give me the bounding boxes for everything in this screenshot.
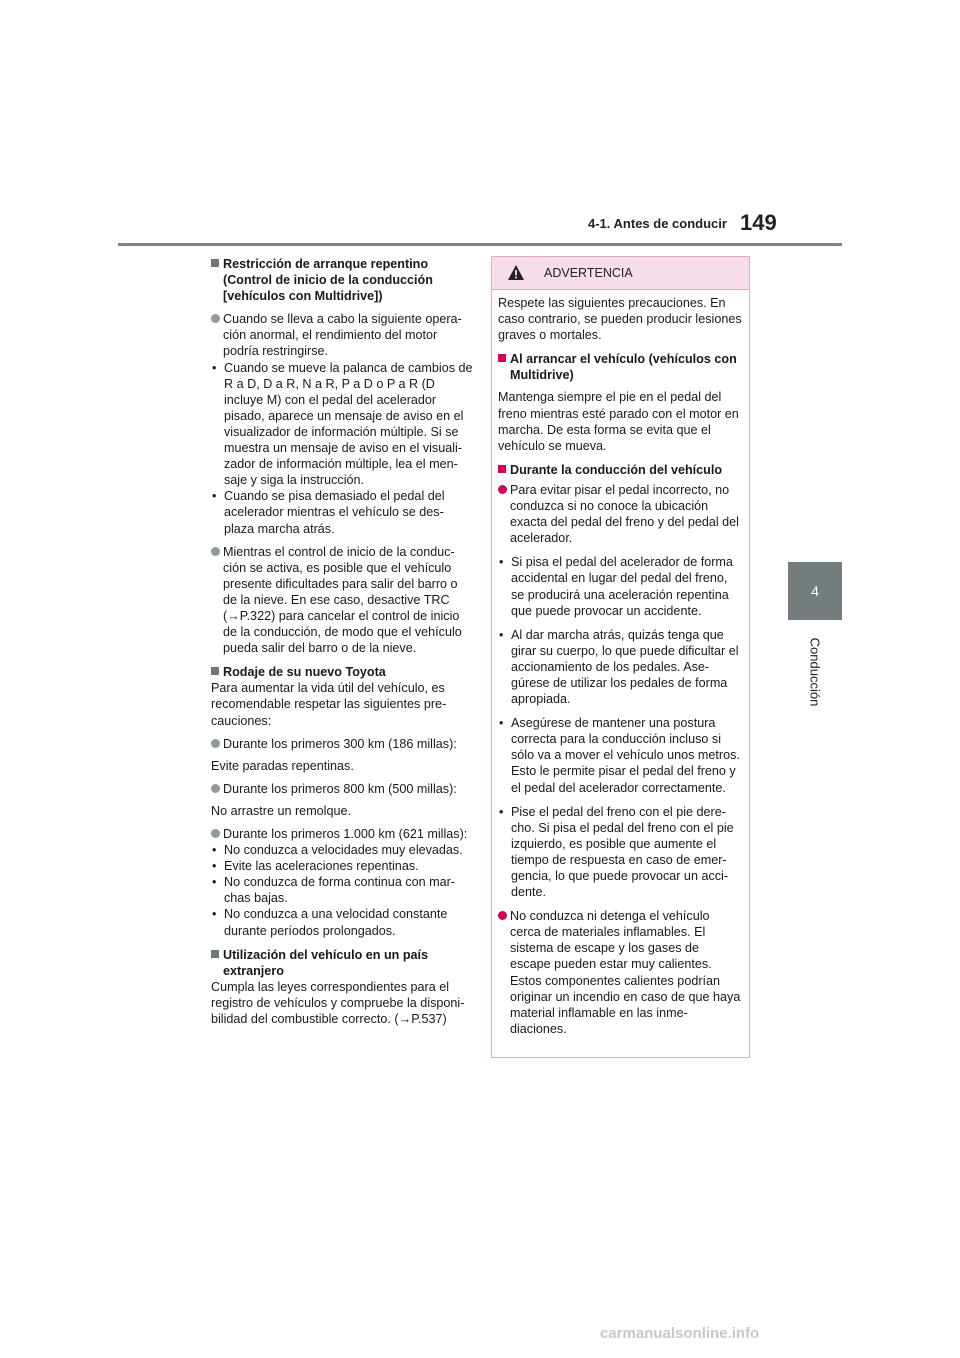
heading-text: Durante la conducción del vehículo <box>510 462 723 477</box>
warning-body <box>492 290 749 1037</box>
dash-item: • Asegúrese de mantener una postura correcta para la conducción incluso si sólo va a mover el vehículo unos metros. Esto le permite pisar el pedal del freno y el pedal del acelerador correctamente. <box>499 716 740 795</box>
dash-item: • Pise el pedal del freno con el pie dere- cho. Si pisa el pedal del freno con el pie izquierdo, es posible que aumente el tiempo de respuesta en caso de emer- gencia, lo que puede provocar un acci- dente. <box>499 804 734 900</box>
page-number: 149 <box>740 210 777 235</box>
paragraph: No arrastre un remolque. <box>211 803 351 818</box>
heading-text: Al arrancar el vehículo (vehículos con Multidrive) <box>510 352 737 383</box>
bullet-text: Mientras el control de inicio de la conduc- ción se activa, es posible que el vehículo presente dificultades para salir del barro o de la nieve. En ese caso, desactive TRC (→P.322) para cancelar el control de inicio de la conducción, de modo que el vehículo pueda salir del barro o de la nieve. <box>223 544 462 656</box>
dash-text: Si pisa el pedal del acelerador de forma accidental en lugar del pedal del freno, se producirá una aceleración repentina que puede provocar un accidente. <box>511 555 733 618</box>
bullet-text: Para evitar pisar el pedal incorrecto, no conduzca si no conoce la ubicación exacta del pedal del freno y del pedal del acelerador. <box>510 482 739 546</box>
chapter-label: Conducción <box>807 637 823 707</box>
circle-bullet-icon <box>211 784 220 793</box>
warning-heading-conduccion <box>498 462 743 478</box>
dash-text: Evite las aceleraciones repentinas. <box>224 859 419 874</box>
bullet-text: Durante los primeros 300 km (186 millas): <box>223 736 457 751</box>
dash-item: • Evite las aceleraciones repentinas. <box>212 859 419 874</box>
heading-rodaje <box>211 664 473 680</box>
circle-bullet-icon <box>498 485 507 494</box>
circle-bullet-icon <box>211 547 220 556</box>
warning-heading-arrancar <box>498 351 743 383</box>
bullet-item <box>211 826 473 842</box>
bullet-text: No conduzca ni detenga el vehículo cerca de materiales inflamables. El sistema de escape y los gases de escape pueden estar muy calientes. Estos componentes calientes podrían originar un incendio en caso de que haya material inflamable en las inme- diaciones. <box>510 909 741 1036</box>
dash-text: No conduzca a una velocidad constante durante períodos prolongados. <box>224 907 448 938</box>
paragraph: Mantenga siempre el pie en el pedal del freno mientras esté parado con el motor en marcha. De esta forma se evita que el vehículo se mueva. <box>498 390 739 453</box>
paragraph: Cumpla las leyes correspondientes para el registro de vehículos y compruebe la disponi- bilidad del combustible correcto. (→P.537) <box>211 979 465 1027</box>
warning-box <box>491 256 750 1058</box>
heading-text: Restricción de arranque repentino (Control de inicio de la conducción [vehículos con Multidrive]) <box>223 257 433 304</box>
circle-bullet-icon <box>498 911 507 920</box>
circle-bullet-icon <box>211 829 220 838</box>
heading-restriccion <box>211 256 473 304</box>
circle-bullet-icon <box>211 314 220 323</box>
chapter-side-label <box>788 632 842 712</box>
section-title: 4-1. Antes de conducir <box>588 216 727 231</box>
heading-extranjero <box>211 947 473 979</box>
bullet-item <box>211 544 473 657</box>
bullet-item <box>211 736 473 752</box>
dash-text: Cuando se mueve la palanca de cambios de R a D, D a R, N a R, P a D o P a R (D incluye M) con el pedal del acelerador pisado, aparece un mensaje de aviso en el visualizador de información múltiple. Si se muestra un mensaje de aviso en el visuali- zador de información múltiple, lea el men- saje y siga la instrucción. <box>224 360 473 488</box>
bullet-text: Durante los primeros 800 km (500 millas): <box>223 781 457 796</box>
dash-item: • Al dar marcha atrás, quizás tenga que girar su cuerpo, lo que puede dificultar el accionamiento de los pedales. Ase- gúrese de utilizar los pedales de forma apropiada. <box>499 627 739 707</box>
square-bullet-icon <box>498 465 506 473</box>
bullet-item <box>498 908 743 1037</box>
dash-text: Cuando se pisa demasiado el pedal del acelerador mientras el vehículo se des- plaza marcha atrás. <box>224 489 445 536</box>
warning-header <box>492 257 749 290</box>
circle-bullet-icon <box>211 739 220 748</box>
dash-item: • No conduzca a velocidades muy elevadas. <box>212 843 463 858</box>
bullet-text: Durante los primeros 1.000 km (621 millas): <box>223 827 468 841</box>
square-bullet-icon <box>498 354 506 362</box>
warning-intro: Respete las siguientes precauciones. En caso contrario, se pueden producir lesiones graves o mortales. <box>498 296 742 343</box>
dash-text: Asegúrese de mantener una postura correcta para la conducción incluso si sólo va a mover el vehículo unos metros. Esto le permite pisar el pedal del freno y el pedal del acelerador correctamente. <box>511 716 740 795</box>
dash-item: • No conduzca de forma continua con mar- chas bajas. <box>212 875 456 906</box>
dash-text: No conduzca a velocidades muy elevadas. <box>224 843 463 858</box>
square-bullet-icon <box>211 259 219 267</box>
bullet-item <box>211 311 473 359</box>
warning-triangle-icon <box>507 264 525 282</box>
paragraph: Evite paradas repentinas. <box>211 758 354 773</box>
heading-text: Utilización del vehículo en un país extranjero <box>223 947 429 978</box>
paragraph: Para aumentar la vida útil del vehículo, es recomendable respetar las siguientes pre- cauciones: <box>211 681 447 728</box>
dash-item: • No conduzca a una velocidad constante durante períodos prolongados. <box>212 907 448 938</box>
heading-text: Rodaje de su nuevo Toyota <box>223 665 386 680</box>
dash-text: Pise el pedal del freno con el pie dere- cho. Si pisa el pedal del freno con el pie izquierdo, es posible que aumente el tiempo de respuesta en caso de emer- gencia, lo que puede provocar un acci- dente. <box>511 804 734 900</box>
warning-title: ADVERTENCIA <box>544 266 633 280</box>
left-column <box>211 256 473 1027</box>
bullet-item <box>211 781 473 797</box>
square-bullet-icon <box>211 950 219 958</box>
dash-text: Al dar marcha atrás, quizás tenga que girar su cuerpo, lo que puede dificultar el accionamiento de los pedales. Ase- gúrese de utilizar los pedales de forma apropiada. <box>511 627 739 707</box>
bullet-text: Cuando se lleva a cabo la siguiente opera- ción anormal, el rendimiento del motor podría restringirse. <box>223 312 462 359</box>
watermark: carmanualsonline.info <box>600 1325 760 1342</box>
dash-item: • Si pisa el pedal del acelerador de forma accidental en lugar del pedal del freno, se producirá una aceleración repentina que puede provocar un accidente. <box>499 555 733 618</box>
dash-text: No conduzca de forma continua con mar- chas bajas. <box>224 875 456 906</box>
bullet-item <box>498 482 743 546</box>
header-rule <box>118 243 842 246</box>
square-bullet-icon <box>211 667 219 675</box>
dash-item: • Cuando se pisa demasiado el pedal del acelerador mientras el vehículo se des- plaza marcha atrás. <box>212 489 445 536</box>
chapter-tab: 4 <box>788 562 842 620</box>
dash-item: • Cuando se mueve la palanca de cambios de R a D, D a R, N a R, P a D o P a R (D incluye M) con el pedal del acelerador pisado, aparece un mensaje de aviso en el visualizador de información múltiple. Si se muestra un mensaje de aviso en el visuali- zador de información múltiple, lea el men- saje y siga la instrucción. <box>212 360 473 488</box>
